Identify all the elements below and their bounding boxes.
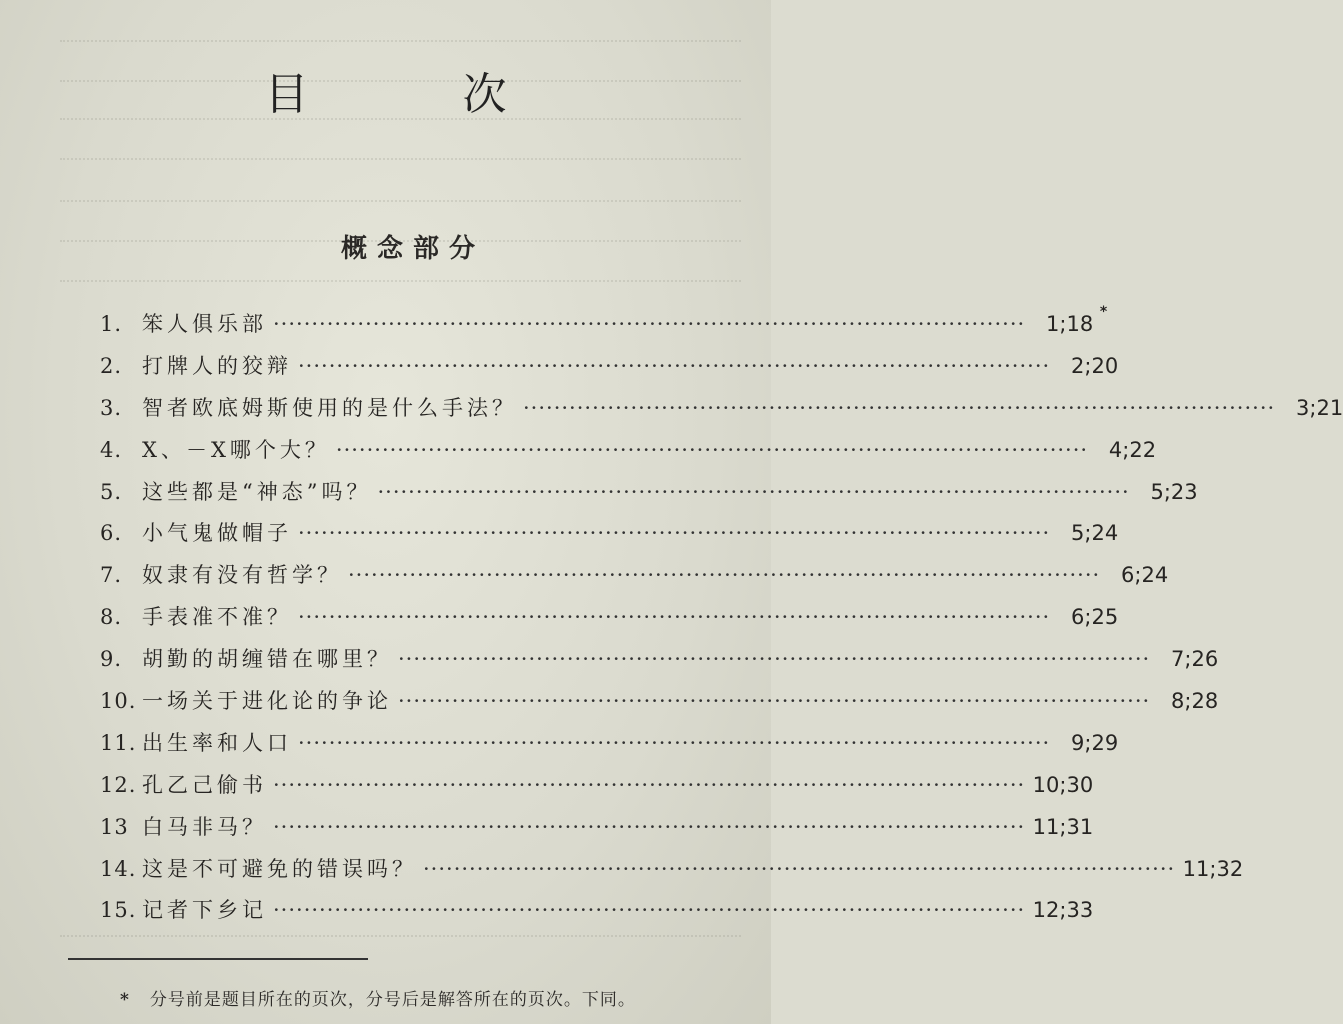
section-title: 概念部分 bbox=[340, 234, 485, 264]
entry-number: 2. bbox=[100, 353, 123, 378]
footnote-marker: * bbox=[1099, 304, 1108, 320]
dot-leader: ·································································································· bbox=[273, 898, 1026, 923]
entry-title: 胡勤的胡缠错在哪里？ bbox=[142, 647, 392, 672]
toc-entry[interactable] bbox=[100, 392, 1343, 434]
entry-number: 1. bbox=[100, 312, 123, 336]
entry-title: 白马非马？ bbox=[142, 814, 267, 839]
toc-entry[interactable] bbox=[100, 304, 1108, 350]
entry-title: 手表准不准？ bbox=[142, 605, 292, 630]
entry-page: 3;21 bbox=[1296, 395, 1343, 420]
entry-page: 6;25 bbox=[1071, 605, 1119, 630]
entry-page: 11;32 bbox=[1182, 856, 1244, 881]
dot-leader: ·································································································· bbox=[398, 647, 1151, 672]
entry-page: 5;23 bbox=[1150, 479, 1198, 504]
entry-page: 8;28 bbox=[1171, 689, 1219, 714]
dot-leader: ·································································································· bbox=[398, 689, 1151, 714]
entry-page: 11;31 bbox=[1032, 814, 1094, 839]
toc-entry[interactable] bbox=[100, 476, 1198, 518]
entry-title: 这是不可避免的错误吗？ bbox=[142, 856, 417, 881]
footnote bbox=[120, 985, 636, 1010]
toc-entry[interactable] bbox=[100, 894, 1094, 936]
page-title: 目 次 bbox=[264, 69, 577, 120]
dot-leader: ·································································································· bbox=[273, 814, 1026, 839]
dot-leader: ·································································································· bbox=[523, 395, 1276, 420]
dot-leader: ·································································································· bbox=[423, 856, 1176, 881]
toc-entry[interactable] bbox=[100, 434, 1157, 476]
dot-leader: ·································································································· bbox=[273, 312, 1026, 336]
dot-leader: ·································································································· bbox=[298, 353, 1051, 378]
toc-entry[interactable] bbox=[100, 517, 1119, 559]
entry-page: 9;29 bbox=[1071, 730, 1119, 755]
entry-number: 4. bbox=[100, 437, 123, 462]
entry-title: 孔乙己偷书 bbox=[142, 772, 267, 797]
dot-leader: ·································································································· bbox=[348, 563, 1101, 588]
show-through-line bbox=[60, 280, 741, 283]
toc-entry[interactable] bbox=[100, 643, 1219, 685]
entry-title: 打牌人的狡辩 bbox=[142, 353, 292, 378]
entry-number: 9. bbox=[100, 647, 123, 672]
toc-entry[interactable] bbox=[100, 769, 1094, 811]
entry-title: 笨人俱乐部 bbox=[142, 312, 267, 336]
entry-title: 一场关于进化论的争论 bbox=[142, 689, 392, 714]
entry-page: 4;22 bbox=[1108, 437, 1157, 462]
entry-number: 8. bbox=[100, 605, 123, 630]
entry-title: 智者欧底姆斯使用的是什么手法？ bbox=[142, 395, 517, 420]
entry-page: 7;26 bbox=[1171, 647, 1219, 672]
entry-page: 1;18 * bbox=[1046, 304, 1108, 336]
dot-leader: ·································································································· bbox=[298, 605, 1051, 630]
entry-number: 7. bbox=[100, 563, 123, 588]
dot-leader: ·································································································· bbox=[273, 772, 1026, 797]
entry-number: 11. bbox=[100, 730, 137, 755]
footnote-rule bbox=[68, 958, 368, 960]
entry-title: 出生率和人口 bbox=[142, 730, 292, 755]
dot-leader: ·································································································· bbox=[377, 479, 1130, 504]
entry-number: 13 bbox=[100, 814, 129, 839]
entry-number: 15. bbox=[100, 898, 137, 923]
entry-page: 6;24 bbox=[1121, 563, 1169, 588]
toc-entry[interactable] bbox=[100, 853, 1244, 895]
entry-title: X、－X哪个大？ bbox=[142, 437, 330, 462]
toc-entry[interactable] bbox=[100, 685, 1219, 727]
table-of-contents bbox=[100, 304, 1343, 936]
dot-leader: ·································································································· bbox=[298, 521, 1051, 546]
entry-number: 6. bbox=[100, 521, 123, 546]
toc-entry[interactable] bbox=[100, 727, 1119, 769]
dot-leader: ·································································································· bbox=[335, 437, 1089, 462]
entry-page: 5;24 bbox=[1071, 521, 1119, 546]
entry-title: 这些都是“神态”吗？ bbox=[142, 479, 372, 504]
dot-leader: ·································································································· bbox=[298, 730, 1051, 755]
toc-entry[interactable] bbox=[100, 811, 1094, 853]
entry-title: 记者下乡记 bbox=[142, 898, 267, 923]
show-through-line bbox=[60, 200, 741, 203]
toc-entry[interactable] bbox=[100, 559, 1169, 601]
entry-number: 10. bbox=[100, 689, 137, 714]
show-through-line bbox=[60, 40, 741, 43]
entry-title: 奴隶有没有哲学？ bbox=[142, 563, 342, 588]
entry-number: 14. bbox=[100, 856, 137, 881]
toc-entry[interactable] bbox=[100, 601, 1119, 643]
toc-entry[interactable] bbox=[100, 350, 1119, 392]
entry-page: 10;30 bbox=[1032, 772, 1094, 797]
footnote-mark: * bbox=[120, 990, 130, 1010]
show-through-line bbox=[60, 158, 741, 161]
entry-page: 2;20 bbox=[1071, 353, 1119, 378]
footnote-text: 分号前是题目所在的页次，分号后是解答所在的页次。下同。 bbox=[149, 990, 636, 1010]
entry-number: 5. bbox=[100, 479, 123, 504]
entry-number: 3. bbox=[100, 395, 123, 420]
entry-title: 小气鬼做帽子 bbox=[142, 521, 292, 546]
entry-page: 12;33 bbox=[1032, 898, 1094, 923]
entry-number: 12. bbox=[100, 772, 137, 797]
